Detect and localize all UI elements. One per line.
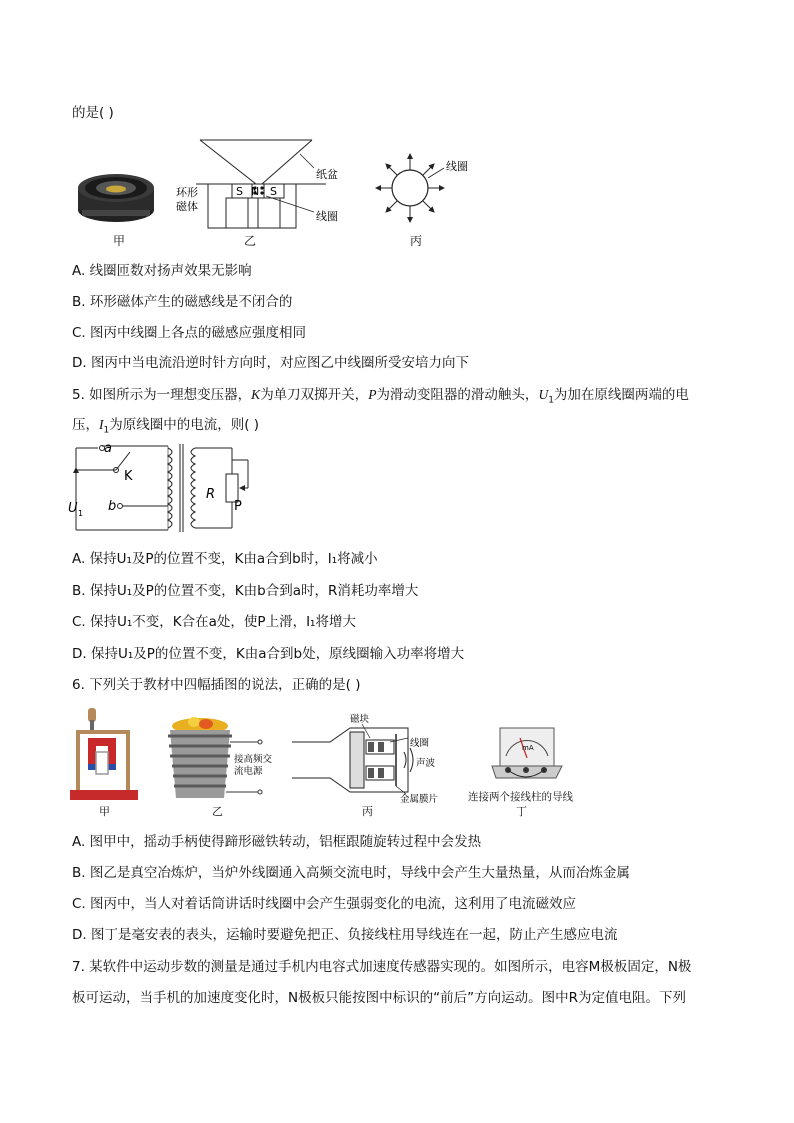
label-daoxian: 连接两个接线柱的导线 — [468, 791, 573, 803]
q5-option-c: C. 保持U₁不变，K合在a处，使P上滑，I₁将增大 — [72, 614, 356, 630]
fig5-label-k: K — [124, 469, 133, 484]
microphone-cross-section — [290, 712, 460, 804]
q7-stem-line1: 7. 某软件中运动步数的测量是通过手机内电容式加速度传感器实现的。如图所示，电容M极板固定，N极 — [72, 959, 692, 975]
fig5-label-a: a — [104, 441, 112, 456]
milliammeter — [486, 724, 566, 784]
transformer-circuit — [68, 440, 258, 536]
speaker-cross-section — [176, 138, 346, 242]
label-xianquan-3: 线圈 — [410, 738, 430, 749]
q7-stem-line2: 板可运动，当手机的加速度变化时，N极板只能按图中标识的“前后”方向运动。图中R为定值电阻。下列 — [72, 990, 686, 1006]
q4-option-b: B. 环形磁体产生的磁感线是不闭合的 — [72, 294, 293, 310]
fig4-label-bing: 丙 — [410, 234, 423, 248]
fig6-label-yi: 乙 — [212, 805, 223, 818]
fig4-label-yi: 乙 — [244, 234, 257, 248]
label-mopian: 金属膜片 — [400, 794, 439, 805]
q6-option-b: B. 图乙是真空冶炼炉，当炉外线圈通入高频交流电时，导线中会产生大量热量，从而冶炼金属 — [72, 865, 630, 881]
speaker-photo — [74, 166, 158, 228]
q4-option-d: D. 图丙中当电流沿逆时针方向时，对应图乙中线圈所受安培力向下 — [72, 355, 469, 371]
pole-s-left: S — [236, 185, 243, 198]
coil-radial-field — [368, 148, 478, 228]
q6-option-d: D. 图丁是毫安表的表头，运输时要避免把正、负接线柱用导线连在一起，防止产生感应电流 — [72, 927, 618, 943]
fig5-label-u: U — [68, 501, 78, 516]
fig5-label-r: R — [206, 487, 216, 502]
q6-option-c: C. 图丙中，当人对着话筒讲话时线圈中会产生强弱变化的电流，这利用了电流磁效应 — [72, 896, 577, 912]
fig5-label-b: b — [108, 499, 117, 514]
label-shengbo: 声波 — [416, 758, 436, 769]
pole-s-right: S — [270, 185, 277, 198]
pole-n: N — [251, 185, 260, 198]
magnet-apparatus — [70, 706, 140, 804]
label-zhipen: 纸盆 — [316, 168, 338, 181]
fig6-label-bing: 丙 — [362, 805, 373, 818]
q5-option-b: B. 保持U₁及P的位置不变，K由b合到a时，R消耗功率增大 — [72, 583, 419, 599]
label-gaopin-2: 流电源 — [234, 766, 263, 777]
q6-stem: 6. 下列关于教材中四幅插图的说法，正确的是( ) — [72, 677, 361, 693]
label-xianquan-2: 线圈 — [446, 160, 468, 173]
label-huanxing: 环形 — [176, 186, 198, 199]
label-gaopin-1: 接高频交 — [234, 754, 273, 765]
fig6-label-jia: 甲 — [99, 805, 110, 818]
fig5-label-u-sub: 1 — [78, 509, 84, 518]
q5-stem-line1: 5. 如图所示为一理想变压器，K为单刀双掷开关，P为滑动变阻器的滑动触头，$U_1$为加在原线圈两端的电 — [72, 387, 689, 406]
label-cikuai: 磁块 — [350, 714, 370, 725]
q5-option-d: D. 保持U₁及P的位置不变，K由a合到b处，原线圈输入功率将增大 — [72, 646, 465, 662]
fig5-label-p: P — [234, 499, 242, 514]
q5-stem-line2: 压，$I_1$为原线圈中的电流，则( ) — [72, 417, 260, 436]
q4-option-c: C. 图丙中线圈上各点的磁感应强度相同 — [72, 325, 307, 341]
q4-option-a: A. 线圈匝数对扬声效果无影响 — [72, 263, 252, 279]
label-citi: 磁体 — [176, 200, 198, 213]
fig6-label-ding: 丁 — [516, 805, 527, 818]
vacuum-furnace — [160, 712, 300, 804]
label-ma: mA — [522, 744, 534, 752]
label-xianquan: 线圈 — [316, 210, 338, 223]
q4-stem-tail: 的是( ) — [72, 105, 114, 121]
q6-option-a: A. 图甲中，摇动手柄使得蹄形磁铁转动，铝框跟随旋转过程中会发热 — [72, 834, 482, 850]
fig4-label-jia: 甲 — [113, 234, 126, 248]
q5-option-a: A. 保持U₁及P的位置不变，K由a合到b时，I₁将减小 — [72, 551, 378, 567]
